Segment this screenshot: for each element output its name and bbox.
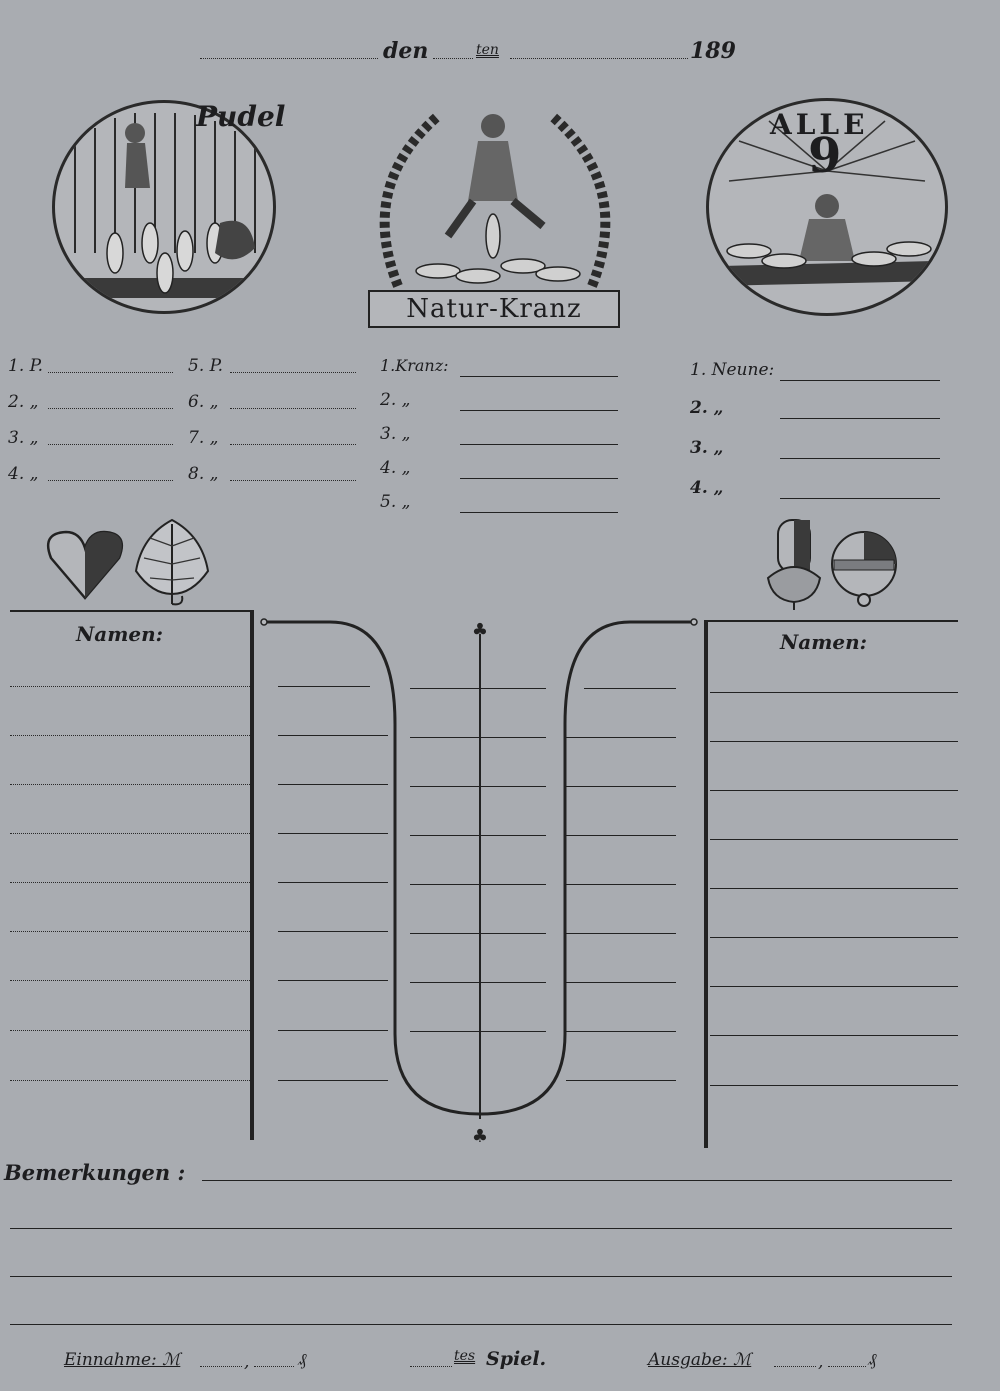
right-name-row[interactable] bbox=[710, 986, 958, 987]
income-mark-field[interactable] bbox=[200, 1366, 242, 1367]
header-year: 189 bbox=[690, 38, 736, 64]
lane-left-row[interactable] bbox=[278, 1080, 388, 1081]
right-name-row[interactable] bbox=[710, 741, 958, 742]
lane-left-row[interactable] bbox=[278, 735, 388, 736]
pudel-label-5: 5. P. bbox=[188, 356, 224, 376]
kranz-label-3: 3. „ bbox=[380, 424, 411, 444]
acorn-icon bbox=[764, 516, 824, 612]
lane-right-row[interactable] bbox=[584, 688, 676, 689]
kranz-label-4: 4. „ bbox=[380, 458, 411, 478]
lane-left-row[interactable] bbox=[278, 833, 388, 834]
neune-top-text: ALLE bbox=[770, 108, 869, 141]
lane-center-row[interactable] bbox=[410, 688, 546, 689]
income-pfennig-field[interactable] bbox=[254, 1366, 294, 1367]
lane-center-row[interactable] bbox=[410, 786, 546, 787]
leaf-icon bbox=[132, 516, 212, 608]
expense-comma: , bbox=[818, 1352, 824, 1372]
neune-number: 9 bbox=[808, 128, 842, 184]
lane-center-row[interactable] bbox=[410, 933, 546, 934]
remarks-line[interactable] bbox=[10, 1228, 952, 1229]
expense-pfennig-field[interactable] bbox=[828, 1366, 866, 1367]
left-name-row[interactable] bbox=[10, 735, 250, 736]
income-pfennig-symbol: ₰ bbox=[298, 1350, 307, 1370]
game-spiel: Spiel. bbox=[486, 1348, 547, 1370]
pudel-field-2[interactable] bbox=[48, 402, 173, 409]
header-ten: ten bbox=[476, 42, 499, 58]
remarks-line[interactable] bbox=[10, 1276, 952, 1277]
pudel-label-3: 3. „ bbox=[8, 428, 39, 448]
kranz-field-2[interactable] bbox=[460, 404, 618, 411]
income-label: Einnahme: ℳ bbox=[64, 1350, 181, 1370]
pudel-field-8[interactable] bbox=[230, 474, 356, 481]
lane-right-row[interactable] bbox=[566, 786, 676, 787]
lane-right-row[interactable] bbox=[566, 835, 676, 836]
kranz-field-5[interactable] bbox=[460, 506, 618, 513]
kranz-illustration bbox=[368, 86, 622, 302]
bell-icon bbox=[828, 530, 900, 608]
kranz-banner bbox=[368, 290, 620, 328]
right-team-border-left bbox=[704, 620, 708, 1148]
expense-label: Ausgabe: ℳ bbox=[648, 1350, 752, 1370]
neune-field-4[interactable] bbox=[780, 492, 940, 499]
lane-center-row[interactable] bbox=[410, 884, 546, 885]
left-name-row[interactable] bbox=[10, 784, 250, 785]
kranz-medallion bbox=[368, 86, 622, 302]
kranz-field-3[interactable] bbox=[460, 438, 618, 445]
remarks-line[interactable] bbox=[10, 1324, 952, 1325]
lane-right-row[interactable] bbox=[566, 1031, 676, 1032]
right-name-row[interactable] bbox=[710, 692, 958, 693]
kranz-label-5: 5. „ bbox=[380, 492, 411, 512]
game-number-field[interactable] bbox=[410, 1366, 452, 1367]
lane-right-row[interactable] bbox=[566, 1080, 676, 1081]
lane-center-row[interactable] bbox=[410, 1031, 546, 1032]
neune-label-2: 2. „ bbox=[690, 398, 724, 418]
kranz-banner-text: Natur-Kranz bbox=[406, 294, 582, 324]
neune-field-3[interactable] bbox=[780, 452, 940, 459]
neune-field-2[interactable] bbox=[780, 412, 940, 419]
date-blank-3[interactable] bbox=[510, 50, 688, 59]
pudel-field-1[interactable] bbox=[48, 366, 173, 373]
right-team-label: Namen: bbox=[780, 630, 868, 654]
left-team-border-top bbox=[10, 610, 252, 612]
game-tes: tes bbox=[454, 1348, 476, 1364]
pudel-field-4[interactable] bbox=[48, 474, 173, 481]
lane-left-row[interactable] bbox=[278, 784, 388, 785]
left-name-row[interactable] bbox=[10, 882, 250, 883]
right-name-row[interactable] bbox=[710, 1085, 958, 1086]
neune-label-1: 1. Neune: bbox=[690, 360, 775, 380]
right-name-row[interactable] bbox=[710, 937, 958, 938]
pudel-field-7[interactable] bbox=[230, 438, 356, 445]
pudel-label-6: 6. „ bbox=[188, 392, 219, 412]
right-team-border-top bbox=[704, 620, 958, 622]
svg-text:♣: ♣ bbox=[471, 1126, 489, 1144]
right-name-row[interactable] bbox=[710, 888, 958, 889]
pudel-label-2: 2. „ bbox=[8, 392, 39, 412]
pudel-label-8: 8. „ bbox=[188, 464, 219, 484]
kranz-field-1[interactable] bbox=[460, 370, 618, 377]
left-name-row[interactable] bbox=[10, 686, 250, 687]
bowling-lane-diagram bbox=[260, 614, 700, 1144]
right-name-row[interactable] bbox=[710, 1035, 958, 1036]
neune-label-4: 4. „ bbox=[690, 478, 724, 498]
left-name-row[interactable] bbox=[10, 1030, 250, 1031]
lane-right-row[interactable] bbox=[566, 982, 676, 983]
neune-label-3: 3. „ bbox=[690, 438, 724, 458]
expense-mark-field[interactable] bbox=[774, 1366, 816, 1367]
lane-left-row[interactable] bbox=[278, 686, 370, 687]
left-name-row[interactable] bbox=[10, 833, 250, 834]
lane-right-row[interactable] bbox=[566, 933, 676, 934]
left-team-border-right bbox=[250, 610, 254, 1140]
lane-left-row[interactable] bbox=[278, 1030, 388, 1031]
right-name-row[interactable] bbox=[710, 839, 958, 840]
lane-right-row[interactable] bbox=[566, 737, 676, 738]
pudel-field-3[interactable] bbox=[48, 438, 173, 445]
pudel-field-6[interactable] bbox=[230, 402, 356, 409]
date-blank-2[interactable] bbox=[433, 50, 473, 59]
lane-center-row[interactable] bbox=[410, 982, 546, 983]
kranz-label-1: 1.Kranz: bbox=[380, 356, 449, 375]
lane-left-row[interactable] bbox=[278, 931, 388, 932]
left-name-row[interactable] bbox=[10, 1080, 250, 1081]
pudel-illustration bbox=[55, 103, 273, 311]
lane-center-row[interactable] bbox=[410, 737, 546, 738]
left-name-row[interactable] bbox=[10, 980, 250, 981]
remarks-label: Bemerkungen : bbox=[4, 1160, 186, 1185]
remarks-line[interactable] bbox=[202, 1180, 952, 1181]
lane-center-row[interactable] bbox=[410, 835, 546, 836]
pudel-label-1: 1. P. bbox=[8, 356, 44, 376]
right-name-row[interactable] bbox=[710, 790, 958, 791]
svg-text:♣: ♣ bbox=[471, 620, 489, 641]
expense-pfennig-symbol: ₰ bbox=[868, 1350, 877, 1370]
income-comma: , bbox=[244, 1352, 250, 1372]
left-team-label: Namen: bbox=[76, 622, 164, 646]
kranz-label-2: 2. „ bbox=[380, 390, 411, 410]
pudel-label-4: 4. „ bbox=[8, 464, 39, 484]
lane-right-row[interactable] bbox=[566, 884, 676, 885]
kranz-field-4[interactable] bbox=[460, 472, 618, 479]
header-den: den bbox=[383, 38, 429, 64]
lane-left-row[interactable] bbox=[278, 882, 388, 883]
left-name-row[interactable] bbox=[10, 931, 250, 932]
lane-left-row[interactable] bbox=[278, 980, 388, 981]
date-blank-1[interactable] bbox=[200, 50, 378, 59]
heart-icon bbox=[46, 528, 124, 600]
pudel-label-7: 7. „ bbox=[188, 428, 219, 448]
neune-field-1[interactable] bbox=[780, 374, 940, 381]
pudel-field-5[interactable] bbox=[230, 366, 356, 373]
pudel-title: Pudel bbox=[196, 100, 286, 133]
